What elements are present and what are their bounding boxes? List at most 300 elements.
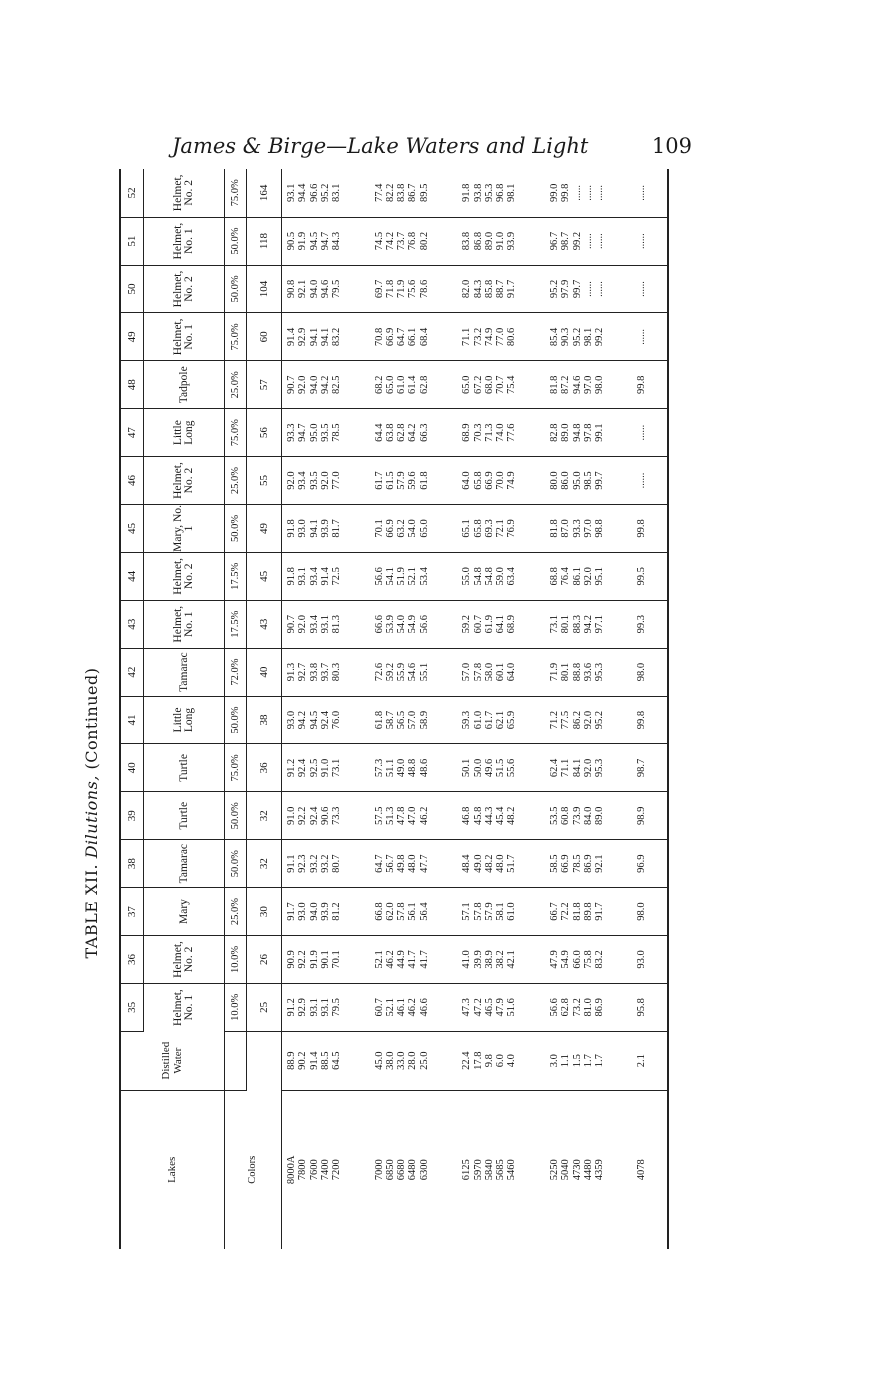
transmission-value: 69.7 — [373, 279, 385, 299]
transmission-value: 54.9 — [560, 950, 572, 969]
transmission-value: ...... — [636, 313, 654, 361]
transmission-value: 93.4 — [308, 567, 320, 586]
transmission-value: 1.5 — [571, 1054, 583, 1068]
transmission-value: 75.8 — [582, 950, 594, 969]
color-value: 30 — [247, 888, 281, 936]
transmission-value: 63.8 — [385, 423, 397, 442]
transmission-value: 54.1 — [385, 567, 397, 586]
transmission-value: 93.9 — [319, 519, 331, 538]
transmission-value: 92.0 — [319, 471, 331, 490]
transmission-value: 71.1 — [560, 758, 572, 778]
transmission-value: 55.9 — [396, 662, 408, 682]
lake-number: 40 — [120, 744, 144, 792]
transmission-value: 94.7 — [319, 231, 331, 251]
transmission-value: 89.0 — [593, 806, 605, 825]
lake-number: 44 — [120, 552, 144, 600]
lakes-label: Lakes — [120, 1090, 225, 1249]
wavelength-value: 7800 — [297, 1159, 309, 1181]
spacer-cell — [653, 457, 668, 505]
transmission-value: 91.0 — [286, 806, 298, 825]
lake-name: Helmet, No. 1 — [172, 989, 196, 1026]
transmission-value: 74.0 — [495, 423, 507, 442]
transmission-value: 65.9 — [506, 710, 518, 730]
transmission-value: 65.0 — [418, 519, 430, 538]
transmission-value: 61.4 — [407, 375, 419, 394]
transmission-value: 60.1 — [495, 662, 507, 682]
transmission-value: 66.6 — [373, 615, 385, 634]
value-cell — [285, 552, 373, 600]
value-cell — [285, 265, 373, 313]
transmission-value: 72.5 — [331, 567, 343, 586]
transmission-value: 48.0 — [495, 854, 507, 873]
transmission-value: 73.3 — [331, 806, 343, 825]
transmission-value: 66.9 — [483, 471, 495, 490]
lake-number: 37 — [120, 888, 144, 936]
transmission-value: 77.6 — [506, 423, 518, 442]
transmission-value: 56.6 — [373, 567, 385, 586]
transmission-value: 59.3 — [461, 710, 473, 730]
value-cell — [373, 648, 461, 696]
value-cell — [460, 217, 548, 265]
lake-number: 43 — [120, 600, 144, 648]
transmission-value: 92.0 — [286, 471, 298, 490]
transmission-value: 76.9 — [506, 519, 518, 538]
transmission-value: 46.5 — [483, 998, 495, 1017]
wavelength-list — [548, 1090, 636, 1249]
spacer-cell — [653, 361, 668, 409]
value-cell — [460, 361, 548, 409]
color-value: 26 — [247, 936, 281, 984]
value-cell — [285, 361, 373, 409]
transmission-value: 87.2 — [560, 375, 572, 394]
transmission-value: 59.0 — [495, 567, 507, 586]
data-group-row — [548, 169, 636, 1249]
transmission-value: 89.5 — [418, 183, 430, 203]
transmission-value: 45.8 — [472, 806, 484, 825]
transmission-value: 55.1 — [418, 662, 430, 682]
color-value — [247, 1031, 281, 1090]
transmission-value: 92.4 — [308, 806, 320, 825]
transmission-value: 45.4 — [495, 806, 507, 825]
lake-name: Mary, No. 1 — [144, 504, 225, 552]
transmission-value: 92.7 — [297, 662, 309, 682]
transmission-value: 70.8 — [373, 327, 385, 347]
transmission-value: 53.4 — [418, 567, 430, 586]
transmission-value: 68.4 — [418, 327, 430, 347]
wavelength-value: 7000 — [373, 1159, 385, 1181]
transmission-value: ...... — [571, 184, 583, 201]
transmission-value: 93.4 — [308, 615, 320, 634]
lake-number: 36 — [120, 936, 144, 984]
transmission-value: ...... — [636, 409, 654, 457]
transmission-value: 60.7 — [472, 615, 484, 634]
lake-name: Helmet, No. 2 — [144, 169, 225, 217]
transmission-value: 62.8 — [418, 375, 430, 394]
lake-number: 38 — [120, 840, 144, 888]
transmission-value: 80.3 — [331, 662, 343, 682]
transmission-value: 46.2 — [407, 998, 419, 1017]
transmission-value: 68.9 — [461, 423, 473, 442]
transmission-value: 47.8 — [396, 806, 408, 825]
transmission-value: 98.0 — [593, 375, 605, 394]
lake-number: 41 — [120, 696, 144, 744]
transmission-value: 54.9 — [407, 615, 419, 634]
value-cell — [285, 936, 373, 984]
transmission-value: 90.2 — [297, 1051, 309, 1070]
transmission-value: 82.8 — [549, 423, 561, 442]
value-cell — [548, 983, 636, 1031]
transmission-value: 97.8 — [582, 423, 594, 442]
value-cell — [373, 265, 461, 313]
transmission-value: 95.2 — [549, 279, 561, 299]
value-cell — [460, 888, 548, 936]
color-value: 45 — [247, 552, 281, 600]
spacer-cell — [653, 1031, 668, 1090]
transmission-value: 71.3 — [483, 423, 495, 442]
transmission-value: 51.3 — [385, 806, 397, 825]
transmission-value: 55.6 — [506, 758, 518, 778]
transmission-value: 66.7 — [549, 902, 561, 921]
wavelength-value: 7600 — [308, 1159, 320, 1181]
dilution-percent: 75.0% — [225, 409, 247, 457]
transmission-value: 91.7 — [593, 902, 605, 921]
transmission-value: 91.2 — [286, 758, 298, 778]
spacer-cell — [653, 744, 668, 792]
transmission-value: 54.6 — [407, 662, 419, 682]
transmission-value: 99.3 — [636, 600, 654, 648]
header-color-row — [247, 169, 281, 1249]
transmission-value: 54.0 — [396, 615, 408, 634]
transmission-value: 86.0 — [560, 471, 572, 490]
transmission-value: 91.4 — [308, 1051, 320, 1070]
transmission-value: 79.5 — [331, 279, 343, 299]
value-cell — [285, 696, 373, 744]
dilution-percent — [225, 1031, 247, 1090]
transmission-value: 64.7 — [396, 327, 408, 347]
spacer-cell — [653, 888, 668, 936]
wavelength-value: 4480 — [582, 1159, 594, 1181]
lake-name: Helmet, No. 1 — [144, 217, 225, 265]
transmission-value: 92.9 — [297, 998, 309, 1017]
transmission-value: 44.9 — [396, 950, 408, 969]
transmission-value: 95.3 — [483, 183, 495, 203]
transmission-value: 74.2 — [385, 231, 397, 251]
value-cell — [285, 600, 373, 648]
transmission-value: 94.6 — [571, 375, 583, 394]
spacer-cell — [653, 1090, 668, 1249]
transmission-value: 98.7 — [636, 744, 654, 792]
transmission-value: 97.0 — [582, 375, 594, 394]
transmission-value: 94.8 — [571, 423, 583, 442]
transmission-value: 61.0 — [396, 375, 408, 394]
transmission-value: 88.3 — [571, 615, 583, 634]
value-cell — [548, 840, 636, 888]
value-cell — [548, 792, 636, 840]
transmission-value: 98.1 — [582, 327, 594, 347]
transmission-value: 51.9 — [396, 567, 408, 586]
transmission-value: 66.9 — [560, 854, 572, 873]
transmission-value: 1.7 — [582, 1054, 594, 1068]
lake-name: Tadpole — [144, 361, 225, 409]
dilution-percent: 50.0% — [225, 217, 247, 265]
transmission-value: 17.8 — [472, 1051, 484, 1070]
transmission-value: 93.1 — [319, 998, 331, 1017]
transmission-value: 84.1 — [571, 758, 583, 778]
color-value: 25 — [247, 983, 281, 1031]
lake-name: Helmet, No. 2 — [144, 265, 225, 313]
transmission-value: 25.0 — [418, 1051, 430, 1070]
transmission-value: 93.9 — [506, 231, 518, 251]
spacer-cell — [653, 840, 668, 888]
spacer-cell — [653, 265, 668, 313]
transmission-value: 83.8 — [461, 231, 473, 251]
transmission-value: 80.1 — [560, 662, 572, 682]
dilution-percent: 75.0% — [225, 313, 247, 361]
transmission-value: 74.5 — [373, 231, 385, 251]
transmission-value: 70.1 — [331, 950, 343, 969]
transmission-value: 78.5 — [331, 423, 343, 442]
transmission-value: 46.6 — [418, 998, 430, 1017]
transmission-value: 89.0 — [560, 423, 572, 442]
transmission-value: 66.8 — [373, 902, 385, 921]
value-cell — [548, 361, 636, 409]
transmission-value: 95.3 — [593, 662, 605, 682]
dilution-percent: 25.0% — [225, 888, 247, 936]
transmission-value: 58.0 — [483, 662, 495, 682]
transmission-value: 56.5 — [396, 710, 408, 730]
value-cell — [373, 504, 461, 552]
transmission-value: 80.6 — [506, 327, 518, 347]
transmission-value: 58.7 — [385, 710, 397, 730]
spacer-row — [653, 169, 668, 1249]
transmission-value: ...... — [636, 457, 654, 505]
transmission-value: 53.9 — [385, 615, 397, 634]
transmission-value: 48.0 — [407, 854, 419, 873]
transmission-value: 92.1 — [297, 279, 309, 299]
transmission-value: 54.8 — [483, 567, 495, 586]
transmission-value: 83.1 — [331, 183, 343, 203]
transmission-value: 70.0 — [495, 471, 507, 490]
transmission-value: 80.1 — [560, 615, 572, 634]
transmission-value: 99.5 — [636, 552, 654, 600]
wavelength-value: 5685 — [495, 1159, 507, 1181]
transmission-value: 71.1 — [461, 327, 473, 347]
transmission-value: 81.2 — [331, 902, 343, 921]
transmission-value: 86.9 — [582, 854, 594, 873]
transmission-value: 56.6 — [549, 998, 561, 1017]
lake-name: Tamarac — [144, 648, 225, 696]
transmission-value: 76.8 — [407, 231, 419, 251]
value-cell — [285, 217, 373, 265]
lake-number: 48 — [120, 361, 144, 409]
value-cell — [460, 936, 548, 984]
transmission-value: 91.1 — [286, 854, 298, 873]
transmission-value: 93.3 — [286, 423, 298, 442]
transmission-value: 62.8 — [396, 423, 408, 442]
transmission-value: 72.2 — [560, 902, 572, 921]
transmission-value: 92.1 — [593, 854, 605, 873]
transmission-value: 93.8 — [308, 662, 320, 682]
transmission-value: 48.8 — [407, 758, 419, 778]
data-group-row — [285, 169, 373, 1249]
transmission-value: 64.2 — [407, 423, 419, 442]
transmission-value: 92.5 — [308, 758, 320, 778]
transmission-value: 52.1 — [385, 998, 397, 1017]
transmission-value: 98.8 — [593, 519, 605, 538]
value-cell — [548, 552, 636, 600]
transmission-value: 90.3 — [560, 327, 572, 347]
lake-number: 49 — [120, 313, 144, 361]
transmission-value: 6.0 — [495, 1054, 507, 1068]
transmission-value: 71.9 — [396, 279, 408, 299]
transmission-value: 96.7 — [549, 231, 561, 251]
value-cell — [373, 361, 461, 409]
transmission-value: 91.3 — [286, 662, 298, 682]
transmission-value: 66.1 — [407, 327, 419, 347]
transmission-value: 93.6 — [582, 662, 594, 682]
transmission-value: 94.2 — [319, 375, 331, 394]
value-cell — [548, 504, 636, 552]
value-cell — [460, 696, 548, 744]
wavelength-value: 5970 — [472, 1159, 484, 1181]
value-cell — [373, 888, 461, 936]
transmission-value: 22.4 — [461, 1051, 473, 1070]
transmission-value: 73.1 — [331, 758, 343, 778]
transmission-value: 83.8 — [396, 183, 408, 203]
transmission-value: 86.7 — [407, 183, 419, 203]
transmission-value: 93.4 — [297, 471, 309, 490]
transmission-value: 59.2 — [385, 662, 397, 682]
transmission-value: 61.8 — [373, 710, 385, 730]
transmission-value: 3.0 — [549, 1054, 561, 1068]
transmission-value: 99.8 — [636, 361, 654, 409]
transmission-value: 57.0 — [461, 662, 473, 682]
color-value: 104 — [247, 265, 281, 313]
transmission-value: 47.2 — [472, 998, 484, 1017]
transmission-value: 88.7 — [495, 279, 507, 299]
wavelength-value: 8000A — [286, 1155, 298, 1185]
transmission-value: 64.5 — [331, 1051, 343, 1070]
transmission-value: 73.2 — [571, 998, 583, 1017]
transmission-value: 63.4 — [506, 567, 518, 586]
transmission-value: 54.0 — [407, 519, 419, 538]
dilution-table — [119, 169, 669, 1249]
lake-name: Helmet, No. 1 — [144, 313, 225, 361]
dilution-percent: 50.0% — [225, 265, 247, 313]
lake-number: 45 — [120, 504, 144, 552]
value-cell — [460, 552, 548, 600]
transmission-value: 80.2 — [418, 231, 430, 251]
value-cell — [285, 792, 373, 840]
transmission-value: 81.3 — [331, 615, 343, 634]
value-cell — [285, 313, 373, 361]
transmission-value: 47.7 — [418, 854, 430, 873]
table-continued: (Continued) — [82, 667, 101, 770]
transmission-value: 93.3 — [571, 519, 583, 538]
transmission-value: 98.9 — [636, 792, 654, 840]
transmission-value: 52.1 — [407, 567, 419, 586]
transmission-value: 91.8 — [286, 519, 298, 538]
transmission-value: 66.3 — [418, 423, 430, 442]
transmission-value: 68.8 — [549, 567, 561, 586]
transmission-value: 92.9 — [297, 327, 309, 347]
running-title: James & Birge—Lake Waters and Light — [172, 134, 589, 158]
transmission-value: 75.4 — [506, 375, 518, 394]
transmission-value: 98.5 — [582, 471, 594, 490]
value-cell — [460, 457, 548, 505]
transmission-value: 93.2 — [308, 854, 320, 873]
transmission-value: 91.9 — [297, 231, 309, 251]
dilution-percent: 50.0% — [225, 696, 247, 744]
transmission-value: 57.8 — [396, 902, 408, 921]
transmission-value: 48.4 — [461, 854, 473, 873]
transmission-value: 57.3 — [373, 758, 385, 778]
transmission-value: ...... — [636, 169, 654, 217]
transmission-value: ...... — [582, 281, 594, 297]
transmission-value: 86.8 — [472, 231, 484, 251]
transmission-value: 90.5 — [286, 231, 298, 251]
transmission-value: 57.9 — [483, 902, 495, 921]
transmission-value: 92.0 — [582, 758, 594, 778]
transmission-value: 93.1 — [297, 567, 309, 586]
transmission-value: 93.0 — [297, 519, 309, 538]
value-cell — [548, 936, 636, 984]
lake-number: 35 — [120, 983, 144, 1031]
transmission-value: 98.0 — [636, 888, 654, 936]
table-caption — [82, 483, 106, 1143]
transmission-value: 94.7 — [297, 423, 309, 442]
transmission-value: 82.2 — [385, 183, 397, 203]
transmission-value: 78.5 — [571, 854, 583, 873]
wavelength-value: 6300 — [418, 1159, 430, 1181]
transmission-value: ...... — [636, 265, 654, 313]
transmission-value: 86.9 — [593, 998, 605, 1017]
value-cell — [548, 696, 636, 744]
transmission-value: 39.9 — [472, 950, 484, 969]
transmission-value: 45.0 — [373, 1051, 385, 1070]
transmission-value: 86.1 — [571, 567, 583, 586]
transmission-value: 98.1 — [506, 183, 518, 203]
transmission-value: 58.9 — [418, 710, 430, 730]
spacer-cell — [653, 313, 668, 361]
wavelength-list — [373, 1090, 461, 1249]
transmission-value: 57.1 — [461, 902, 473, 921]
value-cell — [373, 744, 461, 792]
transmission-value: 89.8 — [582, 902, 594, 921]
transmission-value: 41.7 — [418, 950, 430, 969]
transmission-value: 61.9 — [483, 615, 495, 634]
dilution-percent: 50.0% — [225, 792, 247, 840]
value-cell — [460, 792, 548, 840]
transmission-value: 92.0 — [297, 375, 309, 394]
transmission-value: 91.0 — [319, 758, 331, 778]
spacer-cell — [653, 792, 668, 840]
transmission-value: 70.1 — [373, 519, 385, 538]
transmission-value: 64.0 — [506, 662, 518, 682]
lake-number: 47 — [120, 409, 144, 457]
color-value: 32 — [247, 840, 281, 888]
transmission-value: 28.0 — [407, 1051, 419, 1070]
transmission-value: 1.7 — [593, 1054, 605, 1068]
lake-name: Helmet, No. 2 — [144, 552, 225, 600]
dilution-percent: 10.0% — [225, 936, 247, 984]
transmission-value: 92.2 — [297, 806, 309, 825]
spacer-cell — [653, 504, 668, 552]
transmission-value: 73.9 — [571, 806, 583, 825]
transmission-value: 94.2 — [297, 710, 309, 730]
transmission-value: 42.1 — [506, 950, 518, 969]
transmission-value: 81.8 — [549, 375, 561, 394]
